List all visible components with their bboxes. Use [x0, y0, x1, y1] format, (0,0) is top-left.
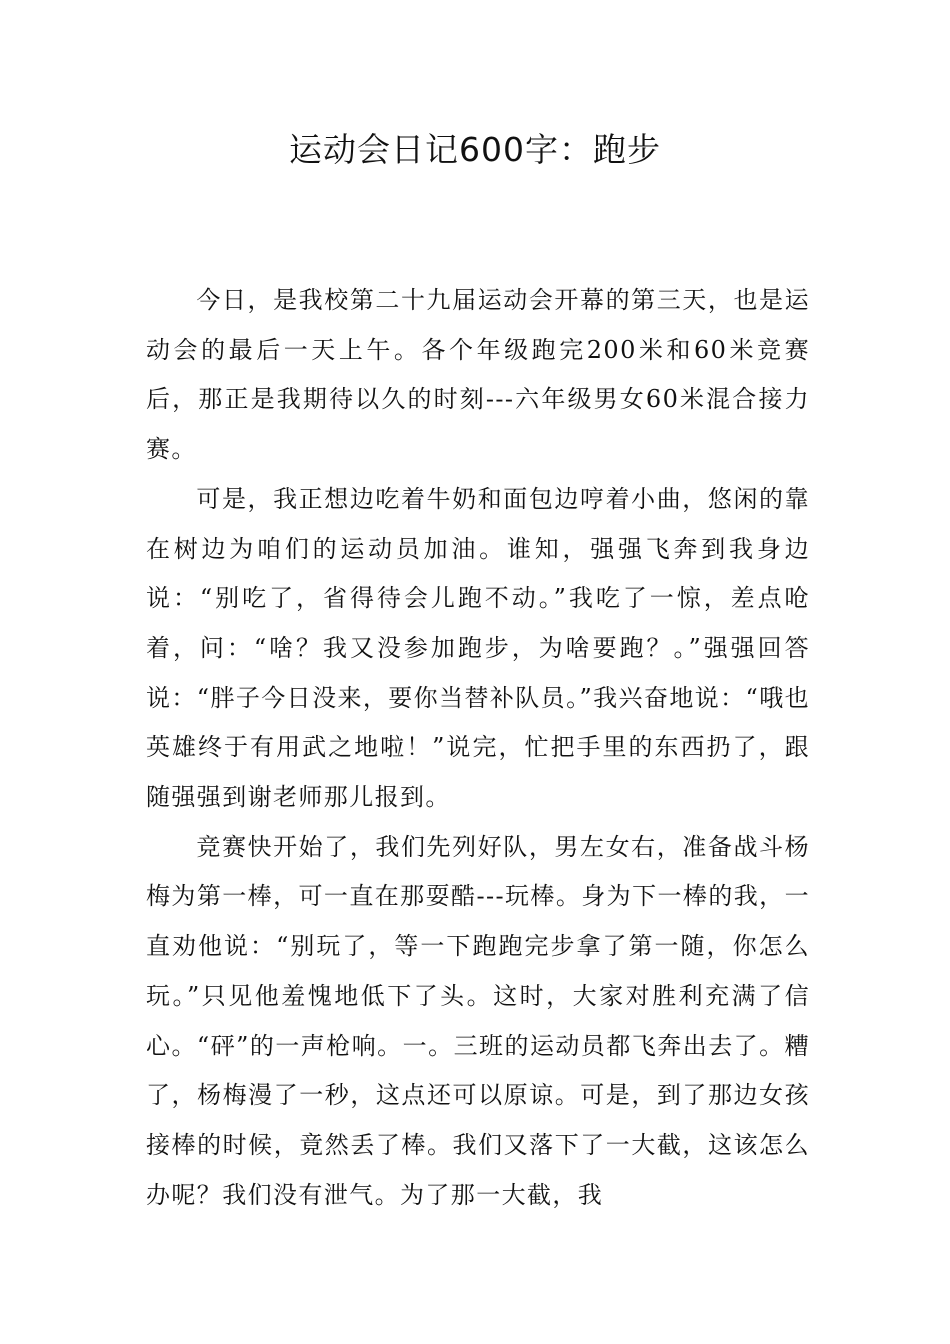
- paragraph-1: 今日，是我校第二十九届运动会开幕的第三天，也是运动会的最后一天上午。各个年级跑完200米和60米竞赛后，那正是我期待以久的时刻---六年级男女60米混合接力赛。: [146, 286, 810, 464]
- paragraph-2: 可是，我正想边吃着牛奶和面包边哼着小曲，悠闲的靠在树边为咱们的运动员加油。谁知，强强飞奔到我身边说：“别吃了，省得待会儿跑不动。”我吃了一惊，差点呛着，问：“啥？我又没参加跑步，为啥要跑？。”强强回答说：“胖子今日没来，要你当替补队员。”我兴奋地说：“哦也英雄终于有用武之地啦！”说完，忙把手里的东西扔了，跟随强强到谢老师那儿报到。: [146, 484, 811, 812]
- paragraph-3: 竞赛快开始了，我们先列好队，男左女右，准备战斗杨梅为第一棒，可一直在那耍酷---玩棒。身为下一棒的我，一直劝他说：“别玩了，等一下跑跑完步拿了第一随，你怎么玩。”只见他羞愧地低下了头。这时，大家对胜利充满了信心。“砰”的一声枪响。一。三班的运动员都飞奔出去了。糟了，杨梅漫了一秒，这点还可以原谅。可是，到了那边女孩接棒的时候，竟然丢了棒。我们又落下了一大截，这该怎么办呢？我们没有泄气。为了那一大截，我: [146, 832, 810, 1209]
- document-title: 运动会日记600字：跑步: [289, 130, 661, 169]
- document-body: [146, 276, 810, 1220]
